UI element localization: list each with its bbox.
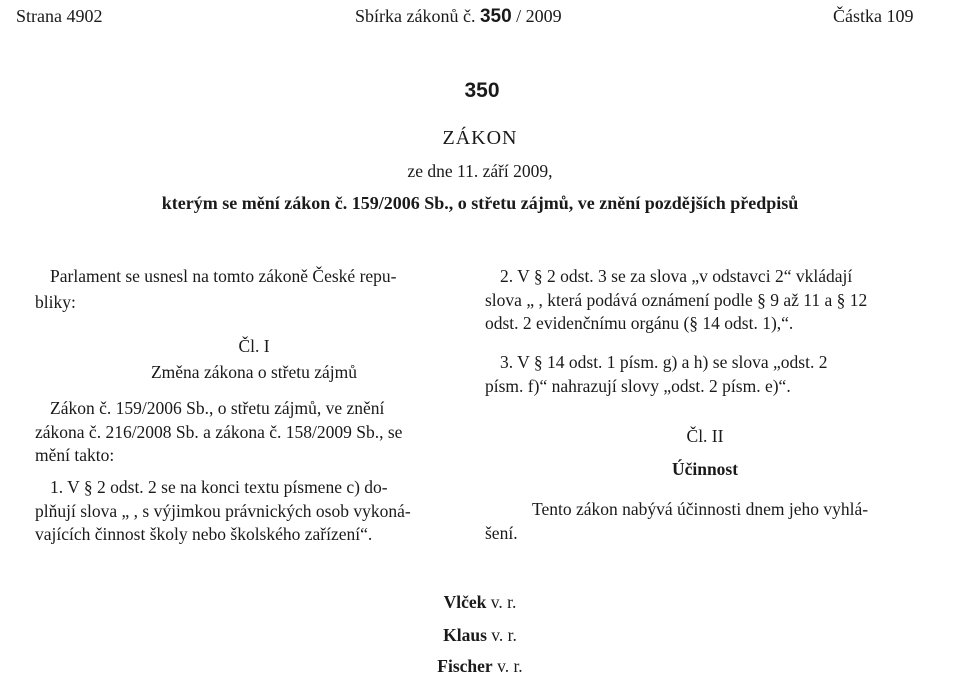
law-subject: kterým se mění zákon č. 159/2006 Sb., o střetu zájmů, ve znění pozdějších předpisů [161,193,799,213]
intro-line-1: Parlament se usnesl na tomto zákoně České repu- [50,266,397,286]
paragraph-1-line-1: Zákon č. 159/2006 Sb., o střetu zájmů, ve znění [50,398,385,418]
signature-1-suffix: v. r. [490,592,517,612]
signature-1-name: Vlček [443,592,487,612]
article-1-heading: Čl. I [238,336,270,356]
paragraph-3-line-1: 2. V § 2 odst. 3 se za slova „v odstavci 2“ vkládají [500,266,853,286]
collection-year: / 2009 [516,6,562,26]
article-2-title: Účinnost [671,459,739,479]
paragraph-3-line-2: slova „ , která podává oznámení podle § 9 až 11 a § 12 [485,290,868,310]
paragraph-2-line-2: plňují slova „ , s výjimkou právnických osob vykoná- [35,501,411,521]
page-number: Strana 4902 [16,6,103,26]
paragraph-1-line-3: mění takto: [35,445,115,465]
paragraph-1-line-2: zákona č. 216/2008 Sb. a zákona č. 158/2009 Sb., se [35,422,403,442]
signature-2-name: Klaus [443,625,487,645]
intro-line-2: bliky: [35,292,76,312]
collection-label [355,6,562,28]
collection-prefix: Sbírka zákonů č. [355,6,476,26]
signature-3 [0,656,960,677]
paragraph-2-line-3: vajících činnost školy nebo školského zařízení“. [35,524,373,544]
signature-2 [0,625,960,646]
law-date: ze dne 11. září 2009, [407,161,553,181]
collection-number: 350 [479,6,512,27]
paragraph-2-line-1: 1. V § 2 odst. 2 se na konci textu písmene c) do- [50,477,388,497]
part-label: Částka 109 [833,6,914,26]
signature-2-suffix: v. r. [491,625,517,645]
paragraph-5-line-1: Tento zákon nabývá účinnosti dnem jeho vyhlá- [532,499,869,519]
signature-1 [0,592,960,613]
paragraph-4-line-1: 3. V § 14 odst. 1 písm. g) a h) se slova „odst. 2 [500,352,828,372]
signature-3-suffix: v. r. [497,656,523,676]
signature-3-name: Fischer [437,656,493,676]
paragraph-3-line-3: odst. 2 evidenčnímu orgánu (§ 14 odst. 1),“. [485,313,794,333]
article-1-title: Změna zákona o střetu zájmů [150,362,358,382]
law-kind: ZÁKON [442,127,518,149]
paragraph-5-line-2: šení. [485,523,518,543]
paragraph-4-line-2: písm. f)“ nahrazují slovy „odst. 2 písm. e)“. [485,376,791,396]
article-2-heading: Čl. II [686,426,724,446]
law-number: 350 [464,79,500,102]
